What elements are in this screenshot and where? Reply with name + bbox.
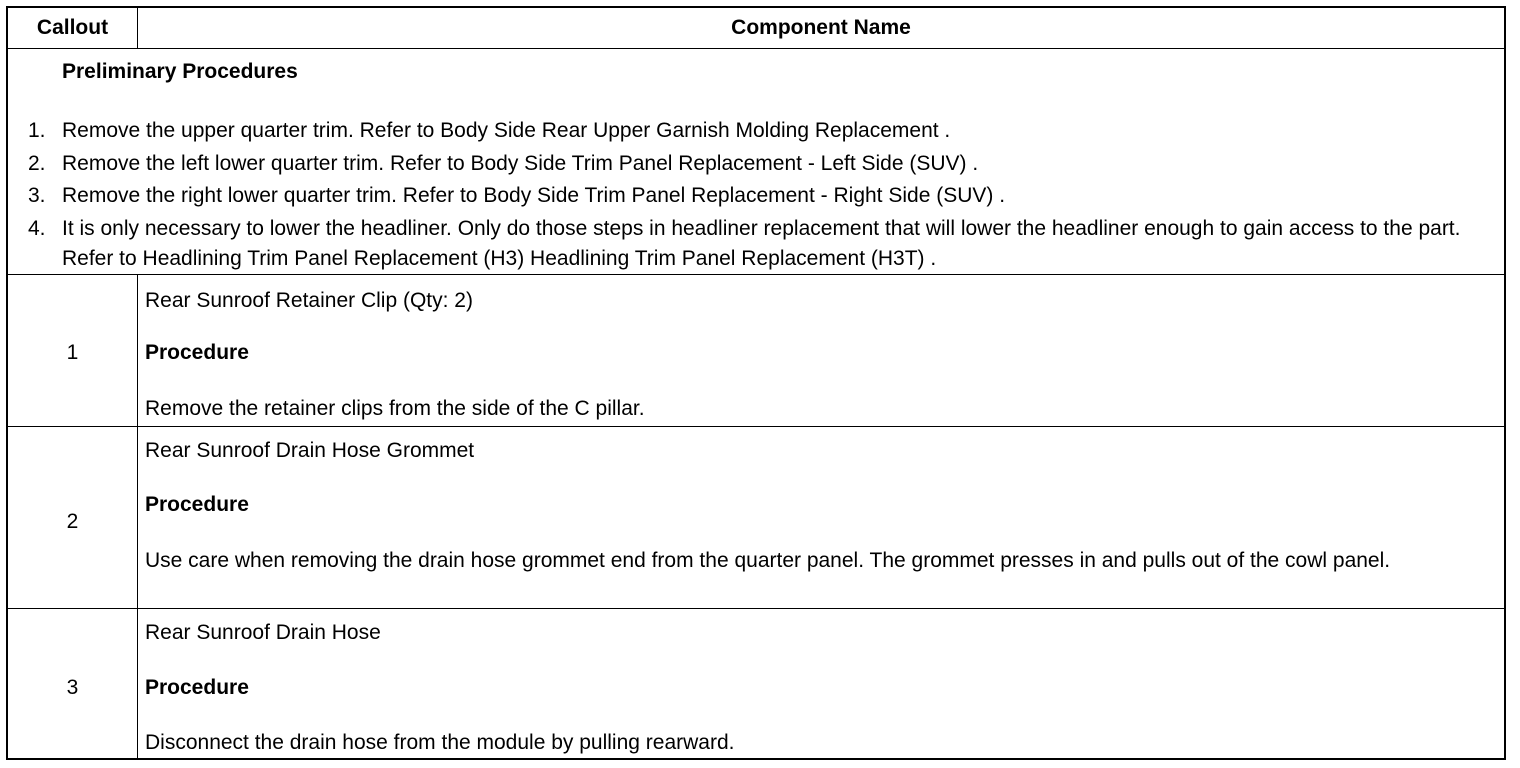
step-number: 1. — [28, 119, 46, 142]
procedure-text: Remove the retainer clips from the side of the C pillar. — [145, 397, 645, 420]
step-text: Remove the left lower quarter trim. Refer to Body Side Trim Panel Replacement - Left Side (SUV) . — [62, 151, 979, 175]
step-number: 4. — [28, 216, 46, 240]
step-number: 3. — [28, 184, 46, 207]
preliminary-rule — [8, 274, 1504, 275]
component-name: Rear Sunroof Drain Hose — [145, 621, 381, 644]
procedure-label: Procedure — [145, 493, 249, 516]
callout-number: 1 — [66, 341, 79, 364]
component-name: Rear Sunroof Retainer Clip (Qty: 2) — [145, 289, 473, 312]
header-rule — [8, 48, 1504, 49]
list-item — [8, 149, 1498, 179]
callout-number: 2 — [66, 510, 79, 533]
procedure-label: Procedure — [145, 341, 249, 364]
procedure-label: Procedure — [145, 676, 249, 699]
component-name: Rear Sunroof Drain Hose Grommet — [145, 439, 475, 462]
row-divider — [8, 426, 1504, 427]
callout-header: Callout — [36, 16, 109, 39]
row-divider — [8, 608, 1504, 609]
list-item — [8, 116, 1498, 146]
component-name-header: Component Name — [731, 16, 911, 39]
step-number: 2. — [28, 151, 46, 175]
step-text: Remove the right lower quarter trim. Refer to Body Side Trim Panel Replacement - Right Side (SUV) . — [62, 184, 1006, 207]
callout-number: 3 — [66, 676, 79, 699]
component-table — [6, 6, 1506, 760]
step-text: It is only necessary to lower the headliner. Only do those steps in headliner replacement that will lower the headliner enough to gain access to the part. Refer to Headlining Trim Panel Replacement (H3) Headlining Trim Panel Replacement (H3T) . — [62, 216, 1461, 270]
list-item — [8, 181, 1498, 211]
step-text: Remove the upper quarter trim. Refer to Body Side Rear Upper Garnish Molding Replacement . — [62, 119, 951, 142]
procedure-text: Use care when removing the drain hose grommet end from the quarter panel. The grommet presses in and pulls out of the cowl panel. — [145, 549, 1391, 572]
header-divider — [137, 8, 138, 48]
preliminary-title: Preliminary Procedures — [62, 60, 298, 83]
procedure-text: Disconnect the drain hose from the module by pulling rearward. — [145, 731, 735, 754]
list-item — [8, 214, 1498, 274]
callout-column-divider — [137, 274, 138, 760]
preliminary-steps-list — [8, 116, 1498, 276]
